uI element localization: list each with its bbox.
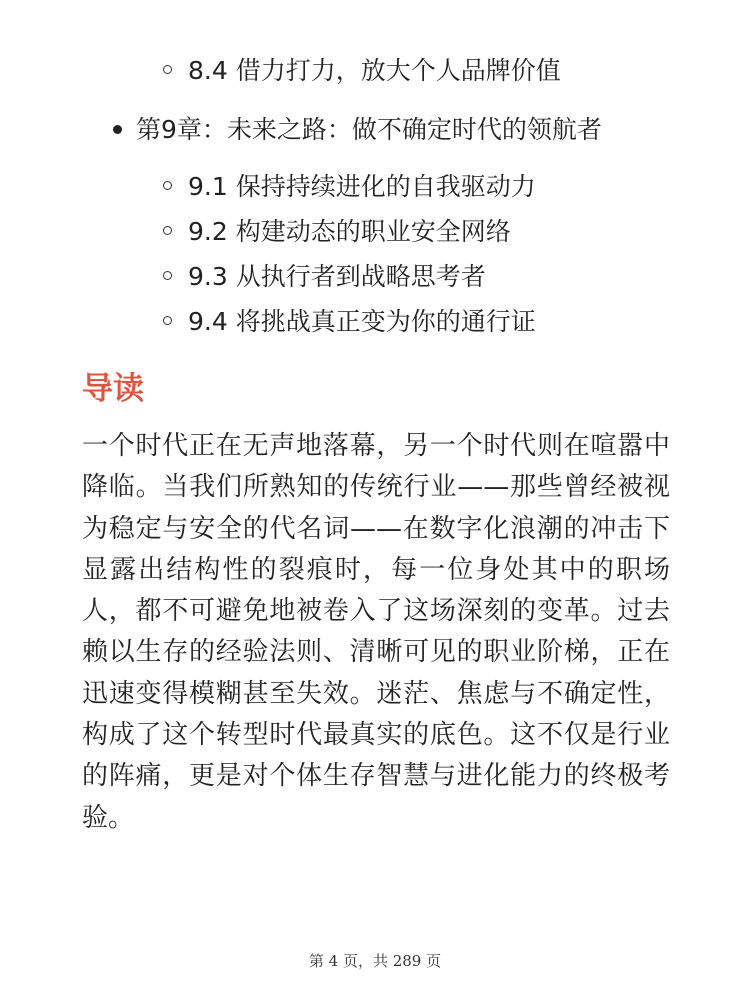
toc-item-label: 9.2 构建动态的职业安全网络: [188, 217, 511, 246]
toc-sublist-chapter8: [0, 48, 561, 93]
toc-item-9-4[interactable]: [0, 299, 536, 344]
circle-bullet-icon: [163, 226, 172, 235]
toc-chapter-title: 第9章：未来之路：做不确定时代的领航者: [136, 115, 602, 144]
section-title: 导读: [82, 371, 144, 407]
toc-item-9-1[interactable]: [0, 164, 536, 209]
page-number-footer: 第 4 页，共 289 页: [308, 952, 442, 970]
circle-bullet-icon: [163, 65, 172, 74]
toc-item-label: 8.4 借力打力，放大个人品牌价值: [188, 56, 561, 85]
circle-bullet-icon: [163, 316, 172, 325]
toc-item-label: 9.1 保持持续进化的自我驱动力: [188, 172, 536, 201]
toc-item-9-2[interactable]: [0, 209, 536, 254]
toc-item-9-3[interactable]: [0, 254, 536, 299]
toc-item-label: 9.4 将挑战真正变为你的通行证: [188, 307, 536, 336]
toc-chapter-9[interactable]: [0, 107, 602, 152]
circle-bullet-icon: [163, 271, 172, 280]
toc-item-label: 9.3 从执行者到战略思考者: [188, 262, 486, 291]
intro-paragraph: 一个时代正在无声地落幕，另一个时代则在喧嚣中降临。当我们所熟知的传统行业——那些曾经被视为稳定与安全的代名词——在数字化浪潮的冲击下显露出结构性的裂痕时，每一位身处其中的职场人，都不可避免地被卷入了这场深刻的变革。过去赖以生存的经验法则、清晰可见的职业阶梯，正在迅速变得模糊甚至失效。迷茫、焦虑与不确定性，构成了这个转型时代最真实的底色。这不仅是行业的阵痛，更是对个体生存智慧与进化能力的终极考验。: [82, 431, 670, 833]
disc-bullet-icon: [113, 125, 122, 134]
circle-bullet-icon: [163, 181, 172, 190]
toc-sublist-chapter9: [0, 164, 536, 344]
toc-item-8-4[interactable]: [0, 48, 561, 93]
